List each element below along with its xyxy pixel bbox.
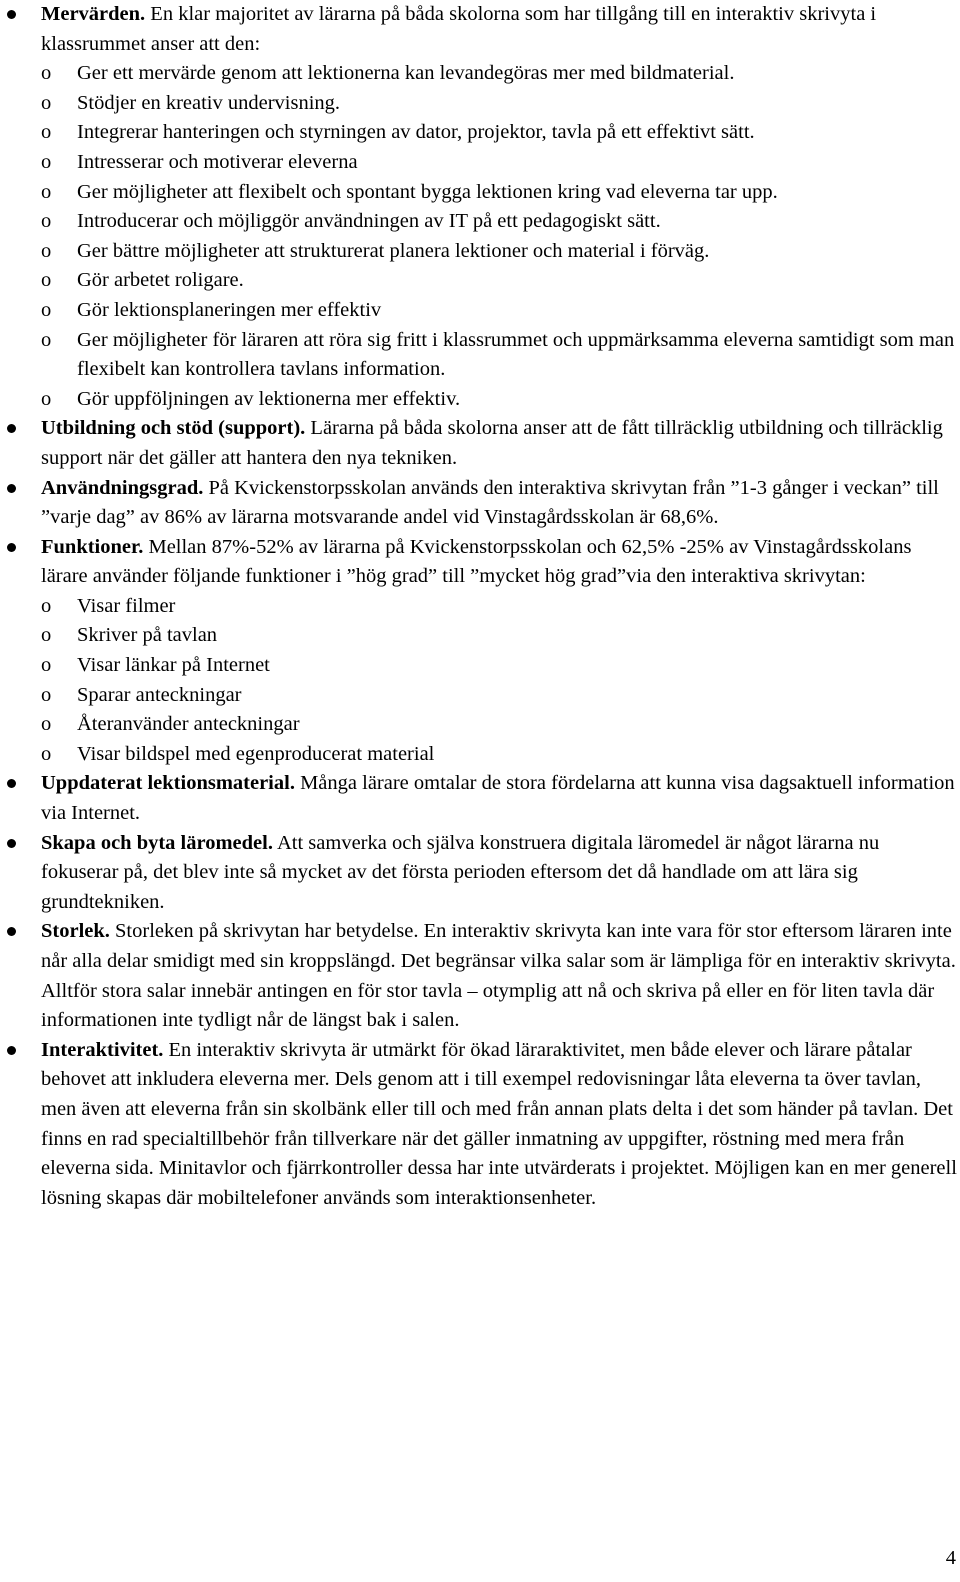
sub-list-item: o Ger bättre möjligheter att strukturerat planera lektioner och material i förväg. [0,237,958,267]
circle-bullet-icon: o [41,624,52,647]
sub-list-item: o Visar länkar på Internet [0,651,958,681]
item-heading: Skapa och byta läromedel. [41,831,273,854]
circle-bullet-icon: o [41,654,52,677]
bullet-icon [7,927,16,936]
sub-list-item: o Gör lektionsplaneringen mer effektiv [0,296,958,326]
item-text: Mellan 87%-52% av lärarna på Kvickenstorpsskolan och 62,5% -25% av Vinstagårdsskolans lärare använder följande funktioner i ”hög grad” till ”mycket hög grad”via den interaktiva skrivytan: [41,535,912,588]
item-heading: Storlek. [41,920,110,943]
circle-bullet-icon: o [41,150,52,173]
sub-list-item: o Ger ett mervärde genom att lektionerna kan levandegöras mer med bildmaterial. [0,59,958,89]
list-item [0,829,958,918]
circle-bullet-icon: o [41,269,52,292]
circle-bullet-icon: o [41,683,52,706]
circle-bullet-icon: o [41,328,52,351]
item-heading: Mervärden. [41,3,146,25]
circle-bullet-icon: o [41,298,52,321]
list-item [0,533,958,770]
item-heading: Användningsgrad. [41,476,204,499]
list-item [0,1036,958,1214]
bullet-icon [7,543,16,552]
sub-list-item: o Gör arbetet roligare. [0,266,958,296]
sub-list [41,592,958,770]
bullet-icon [7,779,16,788]
item-heading: Utbildning och stöd (support). [41,417,306,440]
list-item [0,414,958,473]
circle-bullet-icon: o [41,121,52,144]
item-text: Storleken på skrivytan har betydelse. En interaktiv skrivyta kan inte vara för stor eftersom läraren inte når alla delar smidigt med sin kroppslängd. Det begränsar vilka salar som är lämpliga för en interaktiv skrivyta. Alltför stora salar innebär antingen en för stor tavla – otymplig att nå och skriva på eller en för liten tavla där informationen inte tydligt når de längst bak i salen. [41,920,956,1032]
sub-list-item: o Integrerar hanteringen och styrningen av dator, projektor, tavla på ett effektivt sätt. [0,118,958,148]
circle-bullet-icon: o [41,239,52,262]
item-text: Många lärare omtalar de stora fördelarna att kunna visa dagsaktuell information via Internet. [41,772,955,825]
item-heading: Uppdaterat lektionsmaterial. [41,772,295,795]
sub-list-item: o Visar filmer [0,592,958,622]
item-text: Lärarna på båda skolorna anser att de fått tillräcklig utbildning och tillräcklig support när det gäller att hantera den nya tekniken. [41,417,943,469]
sub-list-item: o Intresserar och motiverar eleverna [0,148,958,178]
bullet-icon [7,1046,16,1055]
bullet-icon [7,424,16,433]
sub-list-item: o Sparar anteckningar [0,681,958,711]
circle-bullet-icon: o [41,594,52,617]
circle-bullet-icon: o [41,742,52,765]
list-item [0,0,958,414]
circle-bullet-icon: o [41,62,52,85]
item-heading: Funktioner. [41,535,144,558]
item-text: På Kvickenstorpsskolan används den interaktiva skrivytan från ”1-3 gånger i veckan” till ”varje dag” av 86% av lärarna motsvarande andel vid Vinstagårdsskolan är 68,6%. [41,476,939,529]
bullet-icon [7,839,16,848]
sub-list-item: o Skriver på tavlan [0,621,958,651]
circle-bullet-icon: o [41,713,52,736]
bullet-icon [7,10,16,19]
circle-bullet-icon: o [41,91,52,114]
list-item [0,917,958,1035]
item-text: En interaktiv skrivyta är utmärkt för ökad läraraktivitet, men både elever och lärare påtalar behovet att inkludera eleverna mer. Dels genom att i till exempel redovisningar låta eleverna ta över tavlan, men även att eleverna från sin skolbänk eller till och med från annan plats delta i det som händer på tavlan. Det finns en rad specialtillbehör från tillverkare när det gäller inmatning av uppgifter, röstning med mera från eleverna sida. Minitavlor och fjärrkontroller dessa har inte utvärderats i projektet. Möjligen kan en mer generell lösning skapas där mobiltelefoner används som interaktionsenheter. [41,1038,957,1209]
item-text: Att samverka och själva konstruera digitala läromedel är något lärarna nu fokuserar på, det blev inte så mycket av det första perioden eftersom det då handlade om att lära sig grundtekniken. [41,831,880,913]
sub-list-item: o Gör uppföljningen av lektionerna mer effektiv. [0,385,958,415]
sub-list-item: o Introducerar och möjliggör användningen av IT på ett pedagogiskt sätt. [0,207,958,237]
item-heading: Interaktivitet. [41,1038,164,1061]
sub-list-item: o Visar bildspel med egenproducerat material [0,740,958,770]
bullet-icon [7,484,16,493]
list-item [0,769,958,828]
sub-list-item: o Ger möjligheter att flexibelt och spontant bygga lektionen kring vad eleverna tar upp. [0,178,958,208]
page-number: 4 [945,1547,956,1569]
item-text: En klar majoritet av lärarna på båda skolorna som har tillgång till en interaktiv skrivyta i klassrummet anser att den: [41,3,877,55]
list-item [0,474,958,533]
circle-bullet-icon: o [41,180,52,203]
circle-bullet-icon: o [41,387,52,410]
sub-list-item: o Återanvänder anteckningar [0,710,958,740]
circle-bullet-icon: o [41,210,52,233]
sub-list-item: o Stödjer en kreativ undervisning. [0,89,958,119]
sub-list-item: o Ger möjligheter för läraren att röra sig fritt i klassrummet och uppmärksamma eleverna samtidigt som man flexibelt kan kontrollera tavlans information. [0,326,958,385]
sub-list [41,59,958,414]
